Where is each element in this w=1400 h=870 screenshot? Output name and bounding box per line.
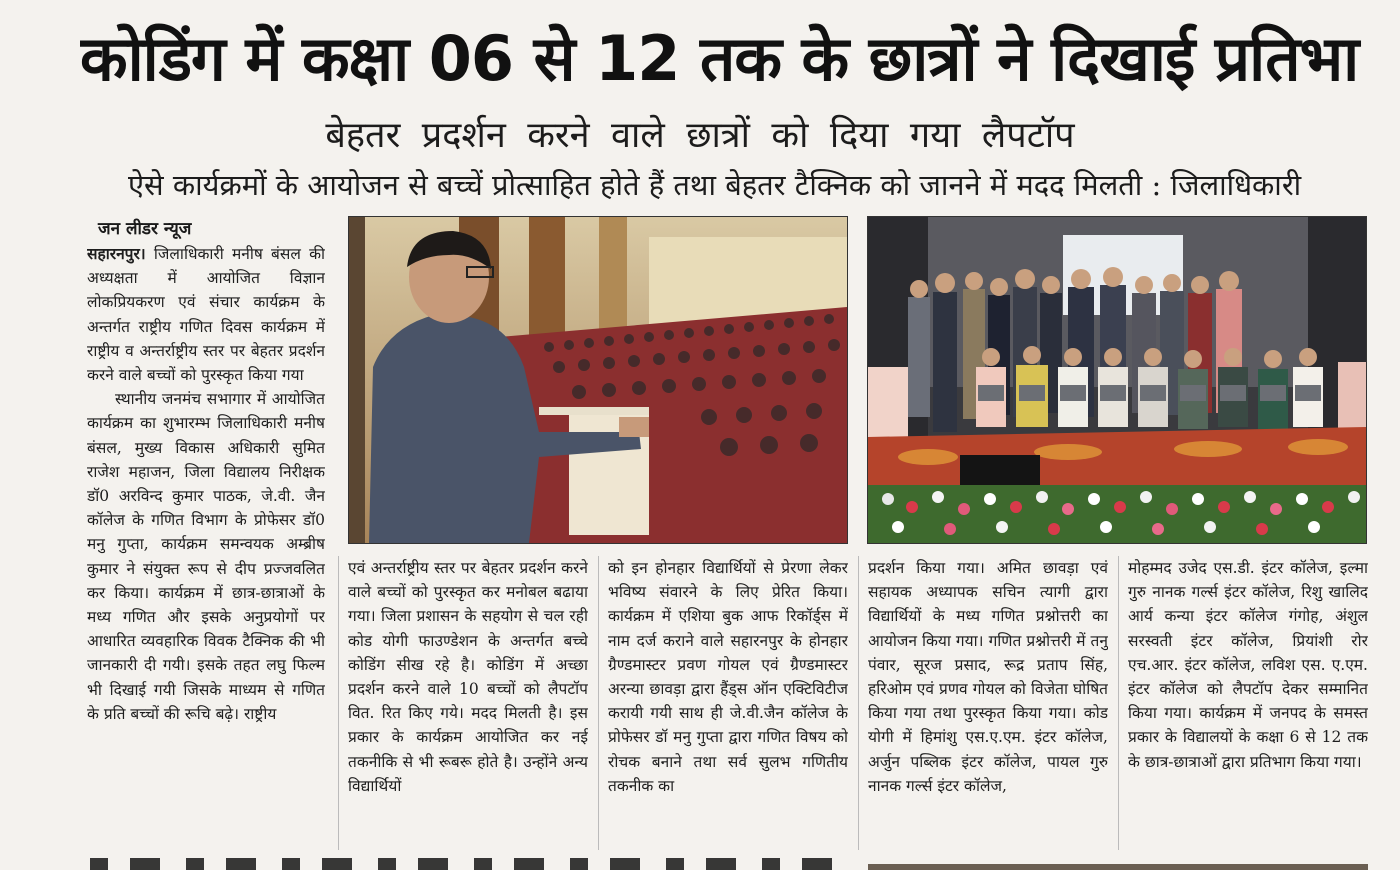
article-paragraph: प्रदर्शन किया गया। अमित छावड़ा एवं सहायक अध्यापक सचिन त्यागी द्वारा विद्यार्थियों के मध्य गणित प्रश्नोत्तरी का आयोजन किया गया। गणित प्रश्नोत्तरी में तनु पंवार, सूरज प्रसाद, रूद्र प्रताप सिंह, हरिओम एवं प्रणव गोयल को विजेता घोषित किया गया तथा पुरस्कृत किया गया। कोड योगी में हिमांशु एस.ए.एम. इंटर कॉलेज, अर्जुन पब्लिक इंटर कॉलेज, पायल गुरु नानक गर्ल्स इंटर कॉलेज, [868, 559, 1108, 795]
subheadline-primary: बेहतर प्रदर्शन करने वाले छात्रों को दिया गया लैपटॉप [325, 115, 1075, 156]
article-lead: जिलाधिकारी मनीष बंसल की अध्यक्षता में आयोजित विज्ञान लोकप्रियकरण एवं संचार कार्यक्रम के अन्तर्गत राष्ट्रीय गणित दिवस कार्यक्रम में राष्ट्रीय व अन्तर्राष्ट्रीय स्तर पर बेहतर प्रदर्शन करने वाले बच्चों को पुरस्कृत किया गया [87, 245, 325, 385]
photo-group-illustration [868, 217, 1366, 543]
column-divider [598, 556, 599, 850]
photo-students-laptops [867, 216, 1367, 544]
headline: कोडिंग में कक्षा 06 से 12 तक के छात्रों ने दिखाई प्रतिभा [80, 22, 1359, 95]
byline: जन लीडर न्यूज [98, 219, 192, 239]
subheadline-secondary: ऐसे कार्यक्रमों के आयोजन से बच्चें प्रोत्साहित होते हैं तथा बेहतर टैक्निक को जानने में मदद मिलती : जिलाधिकारी [128, 168, 1302, 202]
article-paragraph: को इन होनहार विद्यार्थियों से प्रेरणा लेकर भविष्य संवारने के लिए प्रेरित किया। कार्यक्रम में एशिया बुक आफ रिकॉर्ड्स में नाम दर्ज कराने वाले सहारनपुर के होनहार ग्रैण्डमास्टर प्रवण गोयल एवं ग्रैण्डमास्टर अरन्या छावड़ा द्वारा हैंड्स ऑन एक्टिविटीज करायी गयी साथ ही जे.वी.जैन कॉलेज के प्रोफेसर डॉ मनु गुप्ता द्वारा गणित विषय को रोचक बनाने तथा सर्व सुलभ गणितीय तकनीक का [608, 559, 848, 795]
next-photo-cropped [868, 864, 1368, 870]
column-divider [858, 556, 859, 850]
dateline-place: सहारनपुर। [87, 244, 146, 263]
column-divider [1118, 556, 1119, 850]
article-column-4 [868, 556, 1108, 850]
photo-speaker-illustration [349, 217, 847, 543]
article-column-1 [87, 242, 325, 850]
article-paragraph: स्थानीय जनमंच सभागार में आयोजित कार्यक्रम का शुभारम्भ जिलाधिकारी मनीष बंसल, मुख्य विकास अधिकारी सुमित राजेश महाजन, जिला विद्यालय निरीक्षक डॉ0 अरविन्द कुमार पाठक, जे.वी. जैन कॉलेज के गणित विभाग के प्रोफेसर डॉ0 मनु गुप्ता, कार्यक्रम समन्वयक अम्ब्रीष कुमार ने संयुक्त रूप से दीप प्रज्जवलित कर किया। कार्यक्रम में छात्र-छात्राओं के मध्य गणित और इसके अनुप्रयोगों पर आधारित व्यवहारिक विवक टैक्निक की भी जानकारी दी गयी। इसके तहत लघु फिल्म भी दिखाई गयी जिसके माध्यम से गणित के प्रति बच्चों की रूचि बढ़े। राष्ट्रीय [87, 390, 325, 723]
article-column-3 [608, 556, 848, 850]
article-column-2 [348, 556, 588, 850]
article-paragraph: मोहम्मद उजेद एस.डी. इंटर कॉलेज, इल्मा गुरु नानक गर्ल्स इंटर कॉलेज, रिशु खालिद आर्य कन्या इंटर कॉलेज गंगोह, अंशुल सरस्वती इंटर कॉलेज, प्रियांशी रोर एच.आर. इंटर कॉलेज, लविश एस. ए.एम. इंटर कॉलेज को लैपटॉप देकर सम्मानित किया गया। कार्यक्रम में जनपद के समस्त प्रकार के विद्यालयों के कक्षा 6 से 12 तक के छात्र-छात्राओं द्वारा प्रतिभाग किया गया। [1128, 559, 1368, 771]
article-column-5 [1128, 556, 1368, 850]
next-headline-cropped [90, 858, 850, 870]
next-article-cropped [90, 852, 1400, 870]
photo-speaker-auditorium [348, 216, 848, 544]
article-paragraph: एवं अन्तर्राष्ट्रीय स्तर पर बेहतर प्रदर्शन करने वाले बच्चों को पुरस्कृत कर मनोबल बढाया गया। जिला प्रशासन के सहयोग से चल रही कोड योगी फाउण्डेशन के अन्तर्गत बच्चे कोडिंग सीख रहे है। कोडिंग में अच्छा प्रदर्शन करने वाले 10 बच्चों को लैपटॉप वित. रित किए गये। मदद मिलती है। इस प्रकार के कार्यक्रम आयोजित कर नई तकनीकि से भी रूबरू होते है। उन्होंने अन्य विद्यार्थियों [348, 559, 588, 795]
column-divider [338, 556, 339, 850]
